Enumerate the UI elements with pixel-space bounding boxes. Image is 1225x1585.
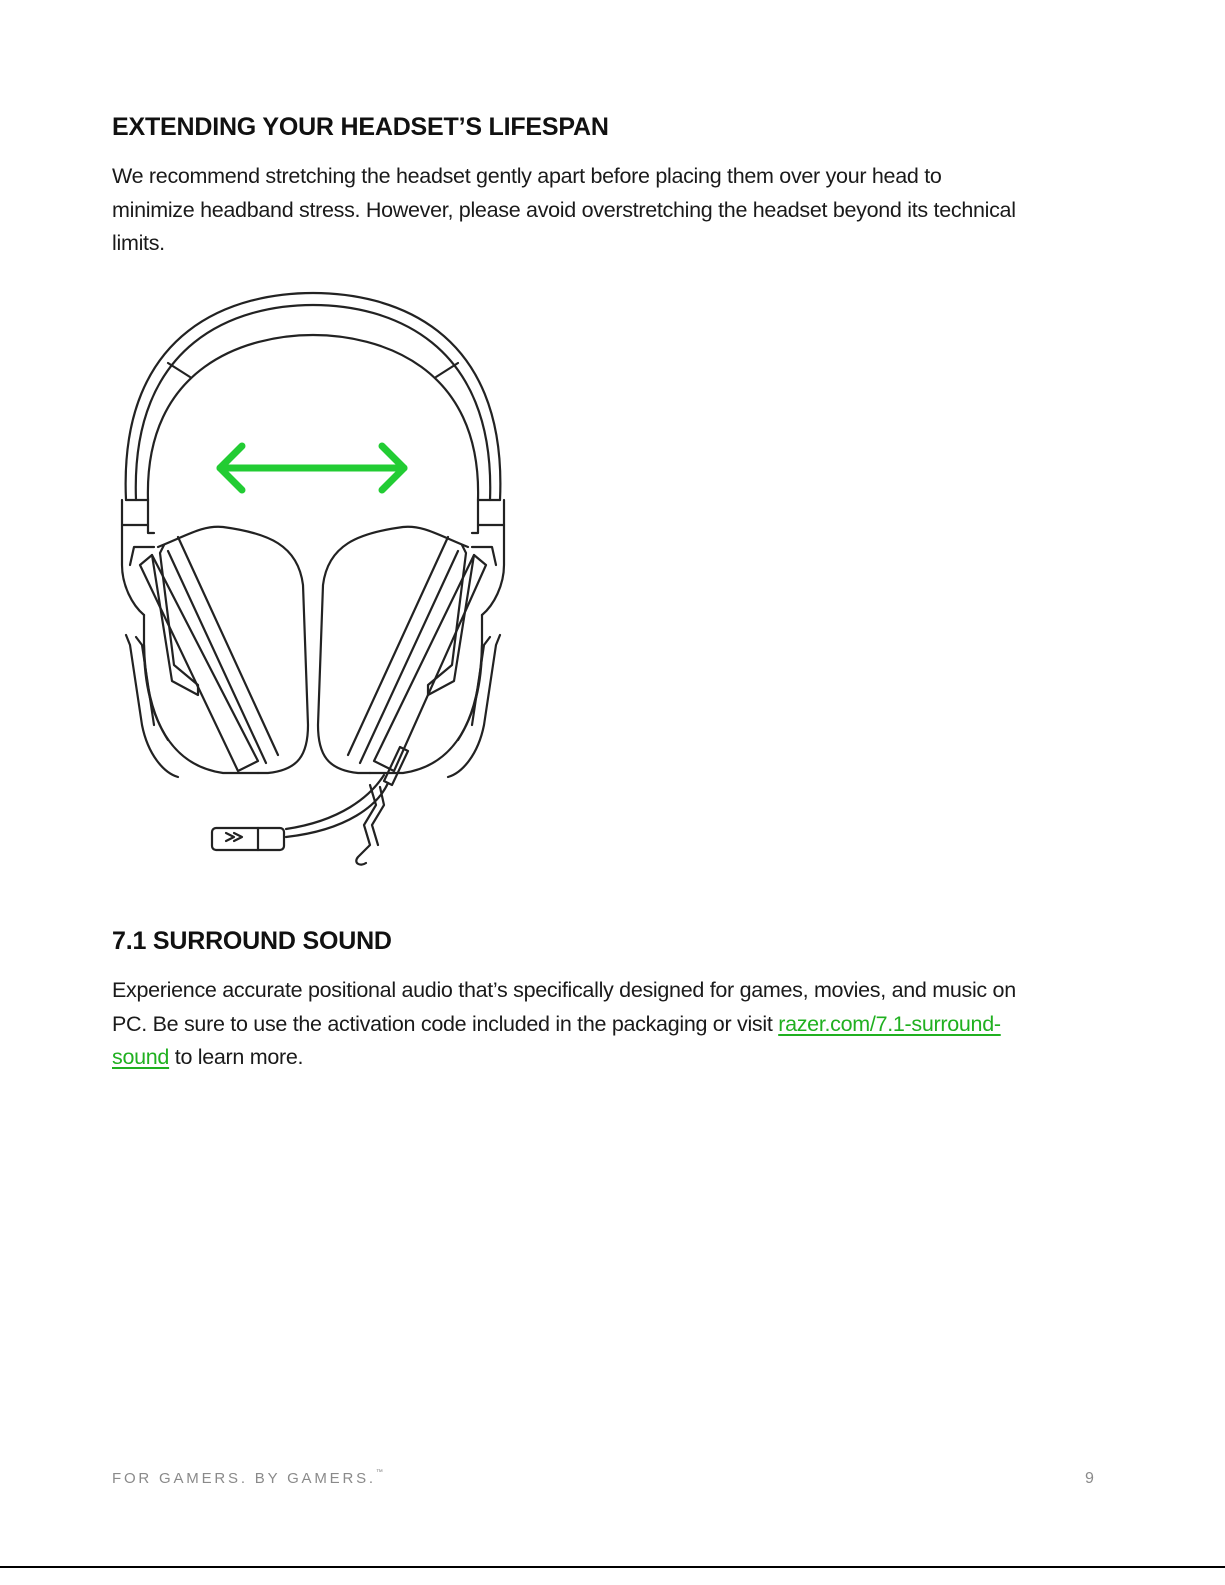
lifespan-line-1: We recommend stretching the headset gently apart before placing them over your head to: [112, 164, 942, 188]
left-earcup: [140, 527, 308, 773]
surround-sound-link[interactable]: razer.com/7.1-surround-: [778, 1011, 1001, 1036]
page-number: 9: [1085, 1470, 1094, 1487]
lifespan-paragraph: [112, 160, 1112, 261]
right-earcup: [318, 527, 486, 773]
surround-line-3-text: to learn more.: [169, 1045, 304, 1069]
trademark-symbol: ™: [375, 1469, 383, 1476]
page-bottom-rule: [0, 1566, 1225, 1568]
lifespan-line-2: minimize headband stress. However, please avoid overstretching the headset beyond its technical: [112, 197, 1016, 222]
left-yoke: [122, 500, 198, 777]
surround-line-2: [112, 1008, 1112, 1042]
stretch-arrow-icon: [220, 446, 404, 490]
right-yoke: [428, 500, 504, 777]
surround-sound-link-continued[interactable]: sound: [112, 1045, 170, 1069]
headset-stretch-illustration: [108, 285, 528, 875]
surround-line-1: Experience accurate positional audio that’s specifically designed for games, movies, and music on: [112, 978, 1016, 1002]
microphone-boom: [212, 747, 408, 865]
surround-line-3: [112, 1041, 1112, 1075]
surround-paragraph: [112, 974, 1112, 1075]
lifespan-line-3: limits.: [112, 231, 165, 255]
footer-tagline-text: FOR GAMERS. BY GAMERS.: [112, 1470, 376, 1487]
surround-line-2-text: PC. Be sure to use the activation code included in the packaging or visit: [112, 1011, 779, 1036]
section-title-lifespan: EXTENDING YOUR HEADSET’S LIFESPAN: [112, 113, 609, 141]
footer-tagline: [112, 1470, 383, 1487]
section-title-surround: 7.1 SURROUND SOUND: [112, 927, 392, 955]
